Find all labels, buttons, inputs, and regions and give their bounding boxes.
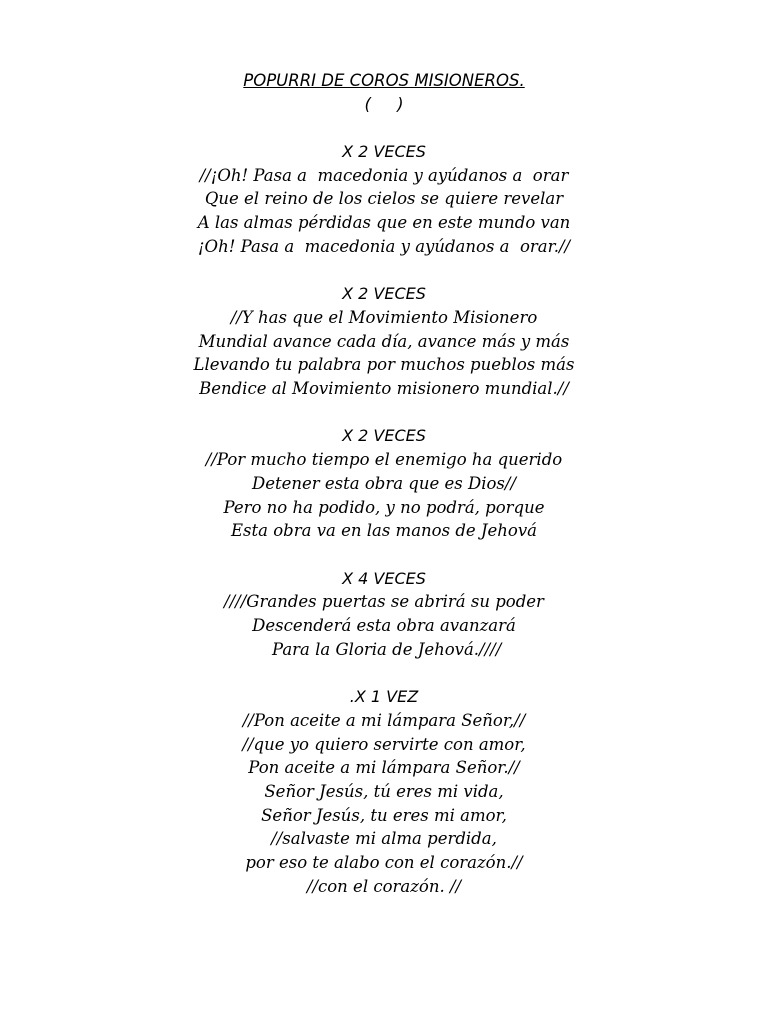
lyric-line: ////Grandes puertas se abrirá su poder (224, 592, 544, 612)
lyric-line: //Por mucho tiempo el enemigo ha querido (205, 450, 563, 470)
lyric-line: Señor Jesús, tú eres mi vida, (264, 781, 504, 801)
lyric-line: Mundial avance cada día, avance más y más (198, 331, 570, 351)
lyric-line: //salvaste mi alma perdida, (271, 829, 497, 849)
lyric-line: Pon aceite a mi lámpara Señor.// (248, 758, 520, 778)
chorus-section-4 (0, 567, 768, 662)
lyric-line: Llevando tu palabra por muchos pueblos más (193, 355, 575, 375)
lyric-line: Detener esta obra que es Dios// (251, 473, 517, 493)
document-title: POPURRI DE COROS MISIONEROS. (243, 71, 525, 90)
lyric-line: Bendice al Movimiento misionero mundial.// (199, 379, 569, 399)
document-subtitle: ( ) (364, 94, 404, 114)
lyric-line: //¡Oh! Pasa a macedonia y ayúdanos a orar (199, 165, 569, 185)
repeat-heading: .X 1 VEZ (349, 687, 419, 707)
chorus-section-5 (0, 685, 768, 898)
lyric-line: //con el corazón. // (306, 876, 462, 896)
lyric-line: //que yo quiero servirte con amor, (242, 734, 526, 754)
chorus-section-3 (0, 424, 768, 543)
repeat-heading: X 4 VECES (342, 568, 426, 588)
chorus-section-2 (0, 282, 768, 401)
lyric-line: por eso te alabo con el corazón.// (245, 853, 523, 873)
lyric-line: //Y has que el Movimiento Misionero (230, 307, 538, 327)
lyric-line: Señor Jesús, tu eres mi amor, (261, 805, 507, 825)
repeat-heading: X 2 VECES (342, 142, 426, 161)
lyric-line: Que el reino de los cielos se quiere revelar (204, 189, 564, 209)
lyric-line: Pero no ha podido, y no podrá, porque (223, 497, 545, 517)
lyrics-body (0, 140, 768, 922)
title-block (0, 69, 768, 116)
lyric-line: A las almas pérdidas que en este mundo van (197, 213, 571, 233)
lyric-line: Descenderá esta obra avanzará (252, 616, 516, 636)
lyric-line: Para la Gloria de Jehová.//// (266, 639, 502, 659)
lyric-line: //Pon aceite a mi lámpara Señor,// (242, 710, 526, 730)
repeat-heading: X 2 VECES (342, 426, 426, 446)
repeat-heading: X 2 VECES (342, 284, 426, 304)
lyric-line: ¡Oh! Pasa a macedonia y ayúdanos a orar.// (197, 236, 571, 256)
lyric-line: Esta obra va en las manos de Jehová (231, 521, 537, 541)
chorus-section-1 (0, 140, 768, 259)
